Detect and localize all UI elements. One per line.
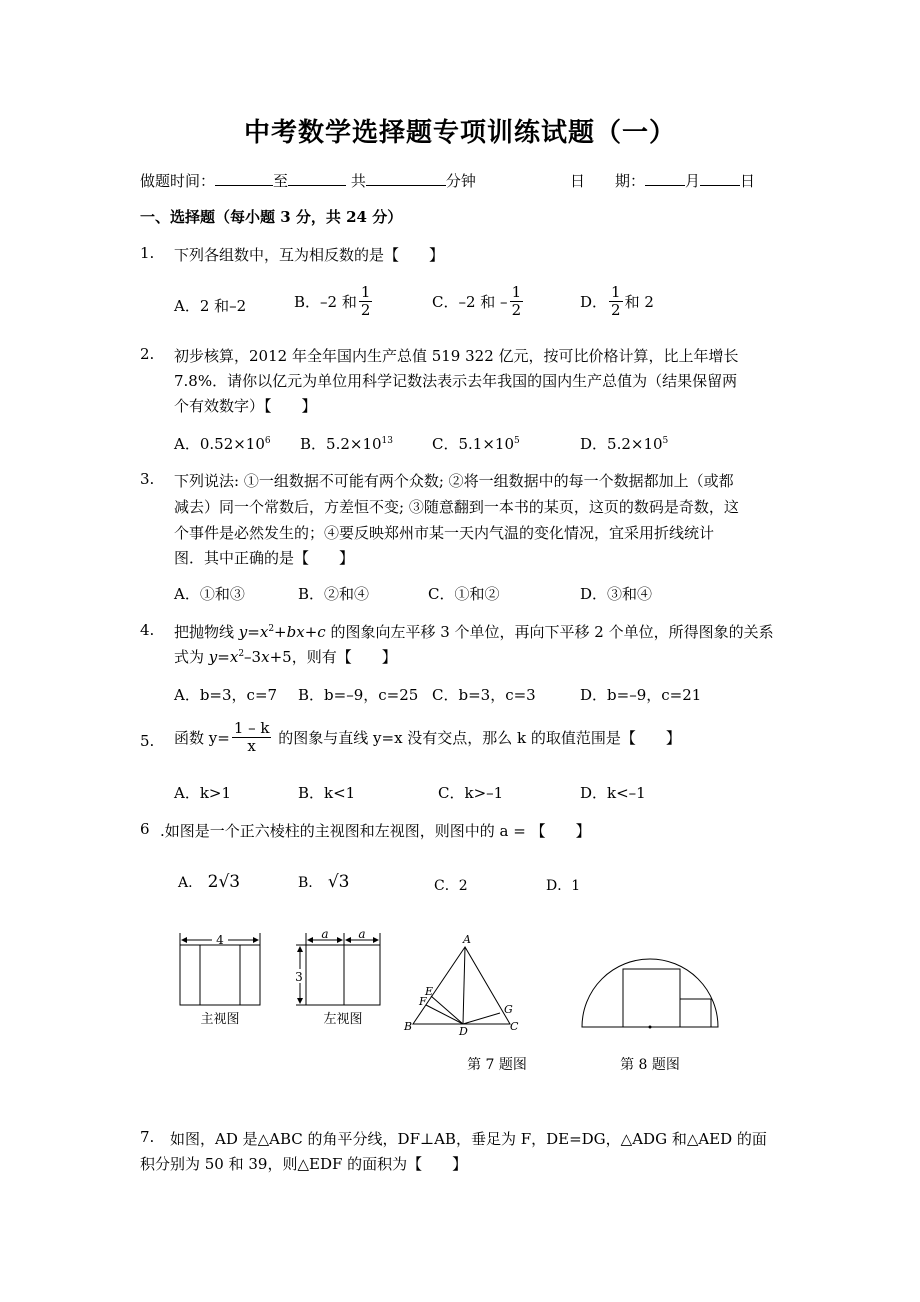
q3-option-d: D．③和④ bbox=[580, 585, 653, 603]
q4-line1-post: 的图象向左平移 3 个单位，再向下平移 2 个单位，所得图象的关系 bbox=[325, 623, 774, 641]
q3-option-b: B．②和④ bbox=[298, 585, 370, 603]
q4-line1: 把抛物线 $y=x^2+bx+c$ 的图象向左平移 3 个单位，再向下平移 2 个单位，所得图象的关系 bbox=[174, 623, 774, 641]
front-view-caption: 主视图 bbox=[200, 1012, 240, 1027]
month-blank[interactable] bbox=[645, 171, 685, 186]
q1-option-a: A．2 和–2 bbox=[174, 297, 247, 315]
q1-c-frac-den: 2 bbox=[511, 301, 522, 319]
q4-option-b: B．b=–9，c=25 bbox=[298, 686, 419, 704]
q1-d-frac-num: 1 bbox=[611, 283, 621, 301]
q3-option-c: C．①和② bbox=[428, 585, 500, 603]
q6-option-a bbox=[178, 872, 240, 892]
q1-c-frac-num: 1 bbox=[511, 283, 522, 301]
duration-blank[interactable] bbox=[366, 171, 446, 186]
date-label: 日 期： bbox=[570, 172, 646, 190]
q6-option-a-label: A. bbox=[178, 875, 193, 891]
q6-option-b-label: B. bbox=[298, 875, 313, 891]
side-view-dim-a1: a bbox=[321, 927, 329, 941]
q2-option-c-text: C．5.1×10 bbox=[432, 435, 514, 453]
q1-d-frac-den: 2 bbox=[611, 301, 621, 319]
q1-option-c-text: C．–2 和 – bbox=[432, 293, 508, 311]
q5-text bbox=[174, 720, 681, 755]
time-row bbox=[140, 170, 476, 191]
q3-line2: 减去）同一个常数后，方差恒不变; ③随意翻到一本书的某页，这页的数码是奇数，这 bbox=[174, 498, 739, 516]
q1-option-b-text: B．–2 和 bbox=[294, 293, 357, 311]
to-label: 至 bbox=[273, 172, 289, 190]
q5-option-a: A．k>1 bbox=[174, 784, 232, 802]
tri-label-a: A bbox=[463, 933, 471, 946]
q2-option-d-text: D．5.2×10 bbox=[580, 435, 663, 453]
q2-option-c bbox=[432, 433, 520, 454]
q1-option-c bbox=[432, 284, 525, 319]
total-label: 共 bbox=[350, 172, 366, 190]
date-row bbox=[570, 170, 755, 191]
q1-text: 下列各组数中，互为相反数的是【 】 bbox=[174, 246, 445, 264]
q1-number: 1. bbox=[140, 244, 155, 262]
q2-option-a bbox=[174, 433, 271, 454]
q4-option-c: C．b=3，c=3 bbox=[432, 686, 536, 704]
day-label: 日 bbox=[740, 172, 756, 190]
q1-option-d bbox=[580, 284, 654, 319]
q6-number: 6 bbox=[140, 820, 150, 838]
semicircle-center-dot bbox=[649, 1026, 652, 1029]
q1-option-b bbox=[294, 284, 374, 319]
q4-line2: 式为 $y=x^2-3x+5$，则有【 】 bbox=[174, 648, 397, 666]
q2-option-a-text: A．0.52×10 bbox=[174, 435, 265, 453]
month-label: 月 bbox=[685, 172, 701, 190]
q5-frac-den: x bbox=[247, 737, 256, 755]
q2-line2: 7.8%．请你以亿元为单位用科学记数法表示去年我国的国内生产总值为（结果保留两 bbox=[174, 372, 738, 390]
q6-option-d: D．1 bbox=[546, 878, 581, 894]
front-view-dim: 4 bbox=[216, 933, 224, 947]
q6-text: .如图是一个正六棱柱的主视图和左视图，则图中的 a = 【 】 bbox=[160, 822, 591, 840]
q4-line2-pre: 式为 bbox=[174, 648, 209, 666]
tri-label-e: E bbox=[425, 985, 434, 998]
q6-option-b-value: √3 bbox=[327, 872, 350, 892]
q5-option-d: D．k<–1 bbox=[580, 784, 646, 802]
end-time-blank[interactable] bbox=[288, 171, 346, 186]
q4-number: 4. bbox=[140, 621, 155, 639]
tri-label-d: D bbox=[459, 1025, 468, 1038]
fig7-caption: 第 7 题图 bbox=[467, 1057, 527, 1073]
q3-option-a: A．①和③ bbox=[174, 585, 245, 603]
q4-line1-pre: 把抛物线 bbox=[174, 623, 239, 641]
start-time-blank[interactable] bbox=[215, 171, 273, 186]
time-label: 做题时间： bbox=[140, 172, 216, 190]
q1-b-frac-num: 1 bbox=[360, 283, 371, 301]
section-heading: 一、选择题（每小题 3 分，共 24 分） bbox=[140, 208, 403, 226]
q5-number: 5. bbox=[140, 732, 155, 750]
q7-number: 7. bbox=[140, 1128, 155, 1146]
side-view-dim-a2: a bbox=[358, 927, 366, 941]
tri-label-g: G bbox=[504, 1003, 513, 1016]
q6-option-c: C．2 bbox=[434, 878, 468, 894]
fig8-caption: 第 8 题图 bbox=[620, 1057, 680, 1073]
q5-option-c: C．k>–1 bbox=[438, 784, 504, 802]
q5-frac-num: 1 – k bbox=[233, 719, 270, 737]
minutes-label: 分钟 bbox=[445, 172, 476, 190]
q3-line3: 个事件是必然发生的；④要反映郑州市某一天内气温的变化情况，宜采用折线统计 bbox=[174, 524, 715, 542]
tri-label-f: F bbox=[419, 995, 427, 1008]
tri-label-c: C bbox=[510, 1020, 519, 1033]
day-blank[interactable] bbox=[700, 171, 740, 186]
q5-post: 的图象与直线 y=x 没有交点，那么 k 的取值范围是【 】 bbox=[273, 729, 681, 747]
q2-option-b-text: B．5.2×10 bbox=[300, 435, 382, 453]
q2-option-d bbox=[580, 433, 668, 454]
q3-number: 3. bbox=[140, 470, 155, 488]
q1-option-d-label: D． bbox=[580, 293, 608, 311]
q5-pre: 函数 y= bbox=[174, 729, 230, 747]
q2-option-d-exp: 5 bbox=[662, 436, 669, 446]
tri-label-b: B bbox=[404, 1020, 413, 1033]
q2-line1: 初步核算，2012 年全年国内生产总值 519 322 亿元，按可比价格计算，比上年增长 bbox=[174, 347, 739, 365]
q1-b-frac-den: 2 bbox=[360, 301, 371, 319]
q7-line2: 积分别为 50 和 39，则△EDF 的面积为【 】 bbox=[140, 1155, 468, 1173]
semicircle-figure bbox=[582, 959, 718, 1027]
q1-option-d-suffix: 和 2 bbox=[624, 293, 654, 311]
q2-option-a-exp: 6 bbox=[264, 436, 271, 446]
q6-option-a-value: 2√3 bbox=[207, 872, 241, 892]
q7-line1: 如图，AD 是△ABC 的角平分线，DF⊥AB，垂足为 F，DE=DG，△ADG 和△AED 的面 bbox=[170, 1130, 767, 1148]
q4-option-a: A．b=3，c=7 bbox=[174, 686, 278, 704]
q2-number: 2. bbox=[140, 345, 155, 363]
q5-option-b: B．k<1 bbox=[298, 784, 356, 802]
q2-option-b-exp: 13 bbox=[381, 436, 393, 446]
q3-line4: 图．其中正确的是【 】 bbox=[174, 549, 355, 567]
q3-line1: 下列说法: ①一组数据不可能有两个众数; ②将一组数据中的每一个数据都加上（或都 bbox=[174, 472, 734, 490]
side-view-caption: 左视图 bbox=[323, 1012, 363, 1027]
side-view-dim-h: 3 bbox=[295, 970, 303, 984]
q4-option-d: D．b=–9，c=21 bbox=[580, 686, 702, 704]
q2-option-b bbox=[300, 433, 393, 454]
q2-line3: 个有效数字）【 】 bbox=[174, 397, 317, 415]
q4-line2-post: ，则有【 】 bbox=[291, 648, 397, 666]
figures-svg bbox=[0, 925, 920, 1085]
page-title: 中考数学选择题专项训练试题（一） bbox=[243, 118, 676, 148]
side-view bbox=[296, 933, 380, 1005]
q2-option-c-exp: 5 bbox=[514, 436, 520, 446]
q6-option-b bbox=[298, 872, 350, 892]
